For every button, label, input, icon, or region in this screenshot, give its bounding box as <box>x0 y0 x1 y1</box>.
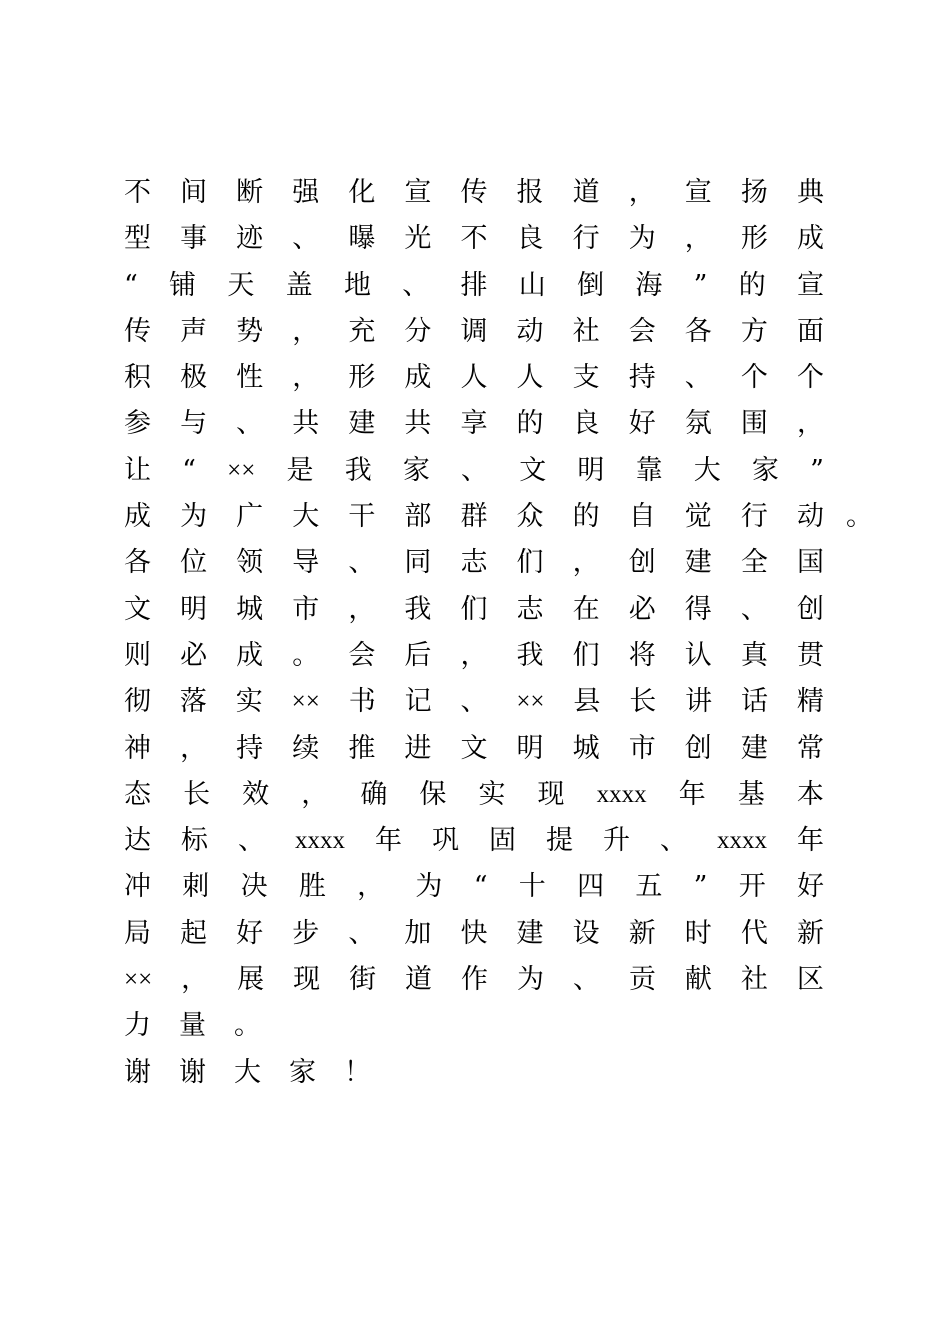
text-char: ， <box>684 223 712 255</box>
text-char: 必 <box>628 593 656 625</box>
text-char: 起 <box>180 917 208 949</box>
text-char: 加 <box>404 917 432 949</box>
text-char: 五 <box>635 871 663 903</box>
text-char: 提 <box>546 825 573 857</box>
text-char: 文 <box>519 454 547 486</box>
text-char: xxxx <box>596 780 647 808</box>
text-char: 传 <box>460 177 488 208</box>
text-char: 积 <box>124 362 151 394</box>
text-char: 彻 <box>124 686 151 718</box>
text-char: 光 <box>404 223 432 255</box>
text-char: 化 <box>348 177 376 208</box>
text-char: ， <box>628 177 656 208</box>
text-char: 行 <box>740 501 768 533</box>
text-char: 与 <box>180 408 208 440</box>
text-char: 、 <box>460 686 488 718</box>
text-char: 性 <box>236 362 264 394</box>
text-char: 会 <box>348 639 376 671</box>
text-char: 。 <box>234 1010 261 1042</box>
text-char: 行 <box>572 223 600 255</box>
text-line <box>124 216 824 262</box>
text-char: 成 <box>236 639 264 671</box>
text-char: 家 <box>402 454 430 486</box>
text-char: 推 <box>348 732 376 764</box>
text-line <box>124 679 824 725</box>
text-char: 道 <box>405 964 433 996</box>
text-char: 间 <box>180 177 208 208</box>
text-char: 极 <box>180 362 208 394</box>
text-char: 时 <box>684 917 712 949</box>
text-char: 标 <box>181 825 208 857</box>
text-char: 讲 <box>685 686 713 718</box>
text-char: 记 <box>404 686 432 718</box>
text-char: ！ <box>344 1056 371 1088</box>
text-char: 县 <box>573 686 601 718</box>
text-char: ， <box>357 871 385 903</box>
text-char: ， <box>796 408 824 440</box>
text-char: 精 <box>796 686 824 718</box>
text-char: 为 <box>180 501 208 533</box>
text-char: 续 <box>292 732 320 764</box>
text-char: 各 <box>684 315 712 347</box>
text-line <box>124 170 824 216</box>
text-char: 共 <box>404 408 432 440</box>
text-char: 宣 <box>404 177 432 208</box>
text-char: 天 <box>227 269 255 301</box>
text-char: 、 <box>292 223 320 255</box>
text-char: 进 <box>404 732 432 764</box>
text-char: 动 <box>516 315 544 347</box>
text-line <box>124 448 824 494</box>
text-char: 社 <box>572 315 600 347</box>
text-char: 、 <box>572 964 600 996</box>
text-char: 围 <box>740 408 768 440</box>
text-char: 们 <box>572 639 600 671</box>
trailing-period: 。 <box>846 501 873 533</box>
text-char: 报 <box>516 177 544 208</box>
text-char: 街 <box>349 964 377 996</box>
text-char: 我 <box>344 454 372 486</box>
text-char: 。 <box>292 639 320 671</box>
text-char: 胜 <box>298 871 326 903</box>
text-char: 宣 <box>797 269 824 301</box>
text-char: 城 <box>236 593 264 625</box>
text-char: 年 <box>678 778 706 810</box>
text-char: xxxx <box>717 827 767 855</box>
text-char: 建 <box>516 917 544 949</box>
text-char: 、 <box>740 593 768 625</box>
text-char: 、 <box>660 825 687 857</box>
text-char: 为 <box>516 964 544 996</box>
text-char: ” <box>693 871 708 903</box>
text-line <box>124 633 824 679</box>
text-char: 明 <box>180 593 208 625</box>
text-char: 文 <box>460 732 488 764</box>
text-char: 代 <box>740 917 768 949</box>
text-line <box>124 309 824 355</box>
text-char: 设 <box>572 917 600 949</box>
text-char: 氛 <box>684 408 712 440</box>
text-char: 迹 <box>236 223 264 255</box>
text-char: 良 <box>516 223 544 255</box>
text-char: 全 <box>740 547 768 579</box>
text-char: 扬 <box>740 177 768 208</box>
text-char: 市 <box>628 732 656 764</box>
text-char: 开 <box>738 871 766 903</box>
text-char: 让 <box>124 454 151 486</box>
text-line <box>124 911 824 957</box>
text-char: 作 <box>461 964 489 996</box>
text-char: 充 <box>348 315 376 347</box>
text-char: 们 <box>460 593 488 625</box>
text-char: 良 <box>572 408 600 440</box>
text-char: ×× <box>124 966 153 994</box>
text-char: 铺 <box>169 269 197 301</box>
text-char: 、 <box>461 454 489 486</box>
text-char: 神 <box>124 732 151 764</box>
text-line <box>124 355 824 401</box>
text-char: 在 <box>572 593 600 625</box>
text-char: 人 <box>516 362 544 394</box>
text-char: 展 <box>237 964 265 996</box>
text-char: 谢 <box>179 1056 206 1088</box>
text-char: 的 <box>572 501 600 533</box>
text-char: “ <box>182 454 196 486</box>
text-char: 共 <box>292 408 320 440</box>
text-char: 会 <box>628 315 656 347</box>
text-char: 升 <box>603 825 630 857</box>
text-char: 靠 <box>635 454 663 486</box>
text-char: 话 <box>741 686 769 718</box>
text-char: ×× <box>516 688 545 716</box>
text-line <box>124 1050 824 1096</box>
text-char: 排 <box>460 269 488 301</box>
text-char: 断 <box>236 177 264 208</box>
text-line <box>124 864 824 910</box>
text-char: 大 <box>693 454 721 486</box>
text-char: 文 <box>124 593 151 625</box>
text-char: 自 <box>628 501 656 533</box>
text-char: ×× <box>291 688 320 716</box>
text-char: 效 <box>242 778 270 810</box>
text-char: 成 <box>796 223 824 255</box>
text-line <box>124 540 824 586</box>
text-char: 社 <box>740 964 768 996</box>
text-char: 盖 <box>285 269 313 301</box>
text-char: 干 <box>348 501 376 533</box>
text-line <box>124 494 873 540</box>
text-char: 倒 <box>577 269 605 301</box>
text-char: 志 <box>460 547 488 579</box>
text-line <box>124 957 824 1003</box>
text-char: 成 <box>404 362 432 394</box>
text-char: 得 <box>684 593 712 625</box>
text-char: 典 <box>796 177 824 208</box>
text-char: 曝 <box>348 223 376 255</box>
text-char: 力 <box>124 1010 151 1042</box>
text-char: 年 <box>375 825 402 857</box>
text-char: 态 <box>124 778 151 810</box>
text-char: ×× <box>227 456 256 484</box>
text-char: 保 <box>419 778 447 810</box>
text-char: 则 <box>124 639 151 671</box>
text-char: 持 <box>628 362 656 394</box>
text-char: 区 <box>796 964 824 996</box>
text-char: 好 <box>797 871 824 903</box>
text-char: 书 <box>348 686 376 718</box>
text-char: 基 <box>737 778 765 810</box>
text-char: 型 <box>124 223 151 255</box>
text-char: 宣 <box>684 177 712 208</box>
text-char: ， <box>348 593 376 625</box>
text-char: 将 <box>628 639 656 671</box>
text-char: 城 <box>572 732 600 764</box>
text-char: 谢 <box>124 1056 151 1088</box>
text-line <box>124 818 824 864</box>
text-char: 、 <box>348 547 376 579</box>
text-line <box>124 587 824 633</box>
text-char: 冲 <box>124 871 151 903</box>
text-char: 市 <box>292 593 320 625</box>
text-char: ， <box>292 362 320 394</box>
text-line <box>124 726 824 772</box>
text-char: 快 <box>460 917 488 949</box>
text-line <box>124 401 824 447</box>
text-char: 好 <box>628 408 656 440</box>
text-char: 长 <box>629 686 657 718</box>
text-char: 巩 <box>432 825 459 857</box>
text-char: 山 <box>518 269 546 301</box>
text-char: 领 <box>236 547 264 579</box>
text-char: 海 <box>635 269 663 301</box>
text-char: 长 <box>183 778 211 810</box>
text-char: 落 <box>179 686 207 718</box>
text-char: 决 <box>240 871 268 903</box>
text-char: 建 <box>684 547 712 579</box>
text-char: 创 <box>628 547 656 579</box>
text-char: 我 <box>516 639 544 671</box>
text-char: 事 <box>180 223 208 255</box>
text-char: 们 <box>516 547 544 579</box>
text-char: 广 <box>236 501 264 533</box>
text-char: ， <box>460 639 488 671</box>
text-char: ” <box>810 454 824 486</box>
text-char: xxxx <box>295 827 345 855</box>
text-char: 贡 <box>628 964 656 996</box>
text-char: 、 <box>238 825 265 857</box>
text-char: 、 <box>684 362 712 394</box>
text-char: 创 <box>684 732 712 764</box>
text-char: 四 <box>577 871 605 903</box>
text-char: 享 <box>460 408 488 440</box>
text-char: 刺 <box>182 871 210 903</box>
text-char: 步 <box>292 917 320 949</box>
text-char: “ <box>124 269 138 301</box>
text-char: 是 <box>286 454 314 486</box>
text-char: 志 <box>516 593 544 625</box>
text-char: ， <box>180 732 208 764</box>
text-char: 强 <box>292 177 320 208</box>
text-char: 现 <box>293 964 321 996</box>
text-char: 形 <box>348 362 376 394</box>
text-char: 位 <box>180 547 208 579</box>
text-char: 国 <box>796 547 824 579</box>
text-char: 个 <box>796 362 824 394</box>
text-char: 认 <box>684 639 712 671</box>
text-char: 觉 <box>684 501 712 533</box>
text-line <box>124 772 824 818</box>
text-char: 参 <box>124 408 151 440</box>
text-char: 不 <box>124 177 151 208</box>
text-char: 地 <box>343 269 371 301</box>
text-char: ， <box>292 315 320 347</box>
text-char: 调 <box>460 315 488 347</box>
text-char: 成 <box>124 501 151 533</box>
text-char: 支 <box>572 362 600 394</box>
text-char: 动 <box>796 501 824 533</box>
text-char: 现 <box>537 778 565 810</box>
text-char: 我 <box>404 593 432 625</box>
text-char: 形 <box>740 223 768 255</box>
text-char: 固 <box>489 825 516 857</box>
text-char: 方 <box>740 315 768 347</box>
text-char: 后 <box>404 639 432 671</box>
text-char: 新 <box>796 917 824 949</box>
text-char: 为 <box>628 223 656 255</box>
text-char: 为 <box>415 871 443 903</box>
text-char: 部 <box>404 501 432 533</box>
text-char: 的 <box>516 408 544 440</box>
text-char: 势 <box>236 315 264 347</box>
text-char: ， <box>181 964 209 996</box>
text-char: 个 <box>740 362 768 394</box>
text-char: 面 <box>796 315 824 347</box>
text-char: 建 <box>348 408 376 440</box>
text-char: 大 <box>234 1056 261 1088</box>
text-char: 传 <box>124 315 151 347</box>
text-char: 明 <box>577 454 605 486</box>
text-char: 的 <box>738 269 766 301</box>
text-char: 必 <box>180 639 208 671</box>
text-char: 同 <box>404 547 432 579</box>
text-char: “ <box>473 871 488 903</box>
text-char: 明 <box>516 732 544 764</box>
text-char: 实 <box>235 686 263 718</box>
text-char: 大 <box>292 501 320 533</box>
text-char: 常 <box>796 732 824 764</box>
text-char: 量 <box>179 1010 206 1042</box>
text-char: 群 <box>460 501 488 533</box>
text-char: 年 <box>797 825 824 857</box>
text-line <box>124 1003 824 1049</box>
text-char: 不 <box>460 223 488 255</box>
text-char: 十 <box>518 871 546 903</box>
text-char: 人 <box>460 362 488 394</box>
text-char: 献 <box>684 964 712 996</box>
speech-text <box>124 170 873 1096</box>
text-char: 好 <box>236 917 264 949</box>
text-char: 本 <box>796 778 824 810</box>
text-char: 导 <box>292 547 320 579</box>
text-char: ， <box>572 547 600 579</box>
text-char: 各 <box>124 547 151 579</box>
text-char: 声 <box>180 315 208 347</box>
text-char: 分 <box>404 315 432 347</box>
text-char: 、 <box>236 408 264 440</box>
text-char: 新 <box>628 917 656 949</box>
text-char: 真 <box>740 639 768 671</box>
text-char: 、 <box>402 269 430 301</box>
text-char: 道 <box>572 177 600 208</box>
text-char: 家 <box>289 1056 316 1088</box>
text-char: 持 <box>236 732 264 764</box>
text-char: 局 <box>124 917 151 949</box>
text-char: ” <box>693 269 708 301</box>
text-line <box>124 263 824 309</box>
text-char: 实 <box>478 778 506 810</box>
text-char: 建 <box>740 732 768 764</box>
text-char: 达 <box>124 825 151 857</box>
text-char: 家 <box>751 454 779 486</box>
text-char: 贯 <box>796 639 824 671</box>
text-char: 、 <box>348 917 376 949</box>
text-char: ， <box>301 778 329 810</box>
text-char: 创 <box>796 593 824 625</box>
text-char: 确 <box>360 778 388 810</box>
text-char: 众 <box>516 501 544 533</box>
